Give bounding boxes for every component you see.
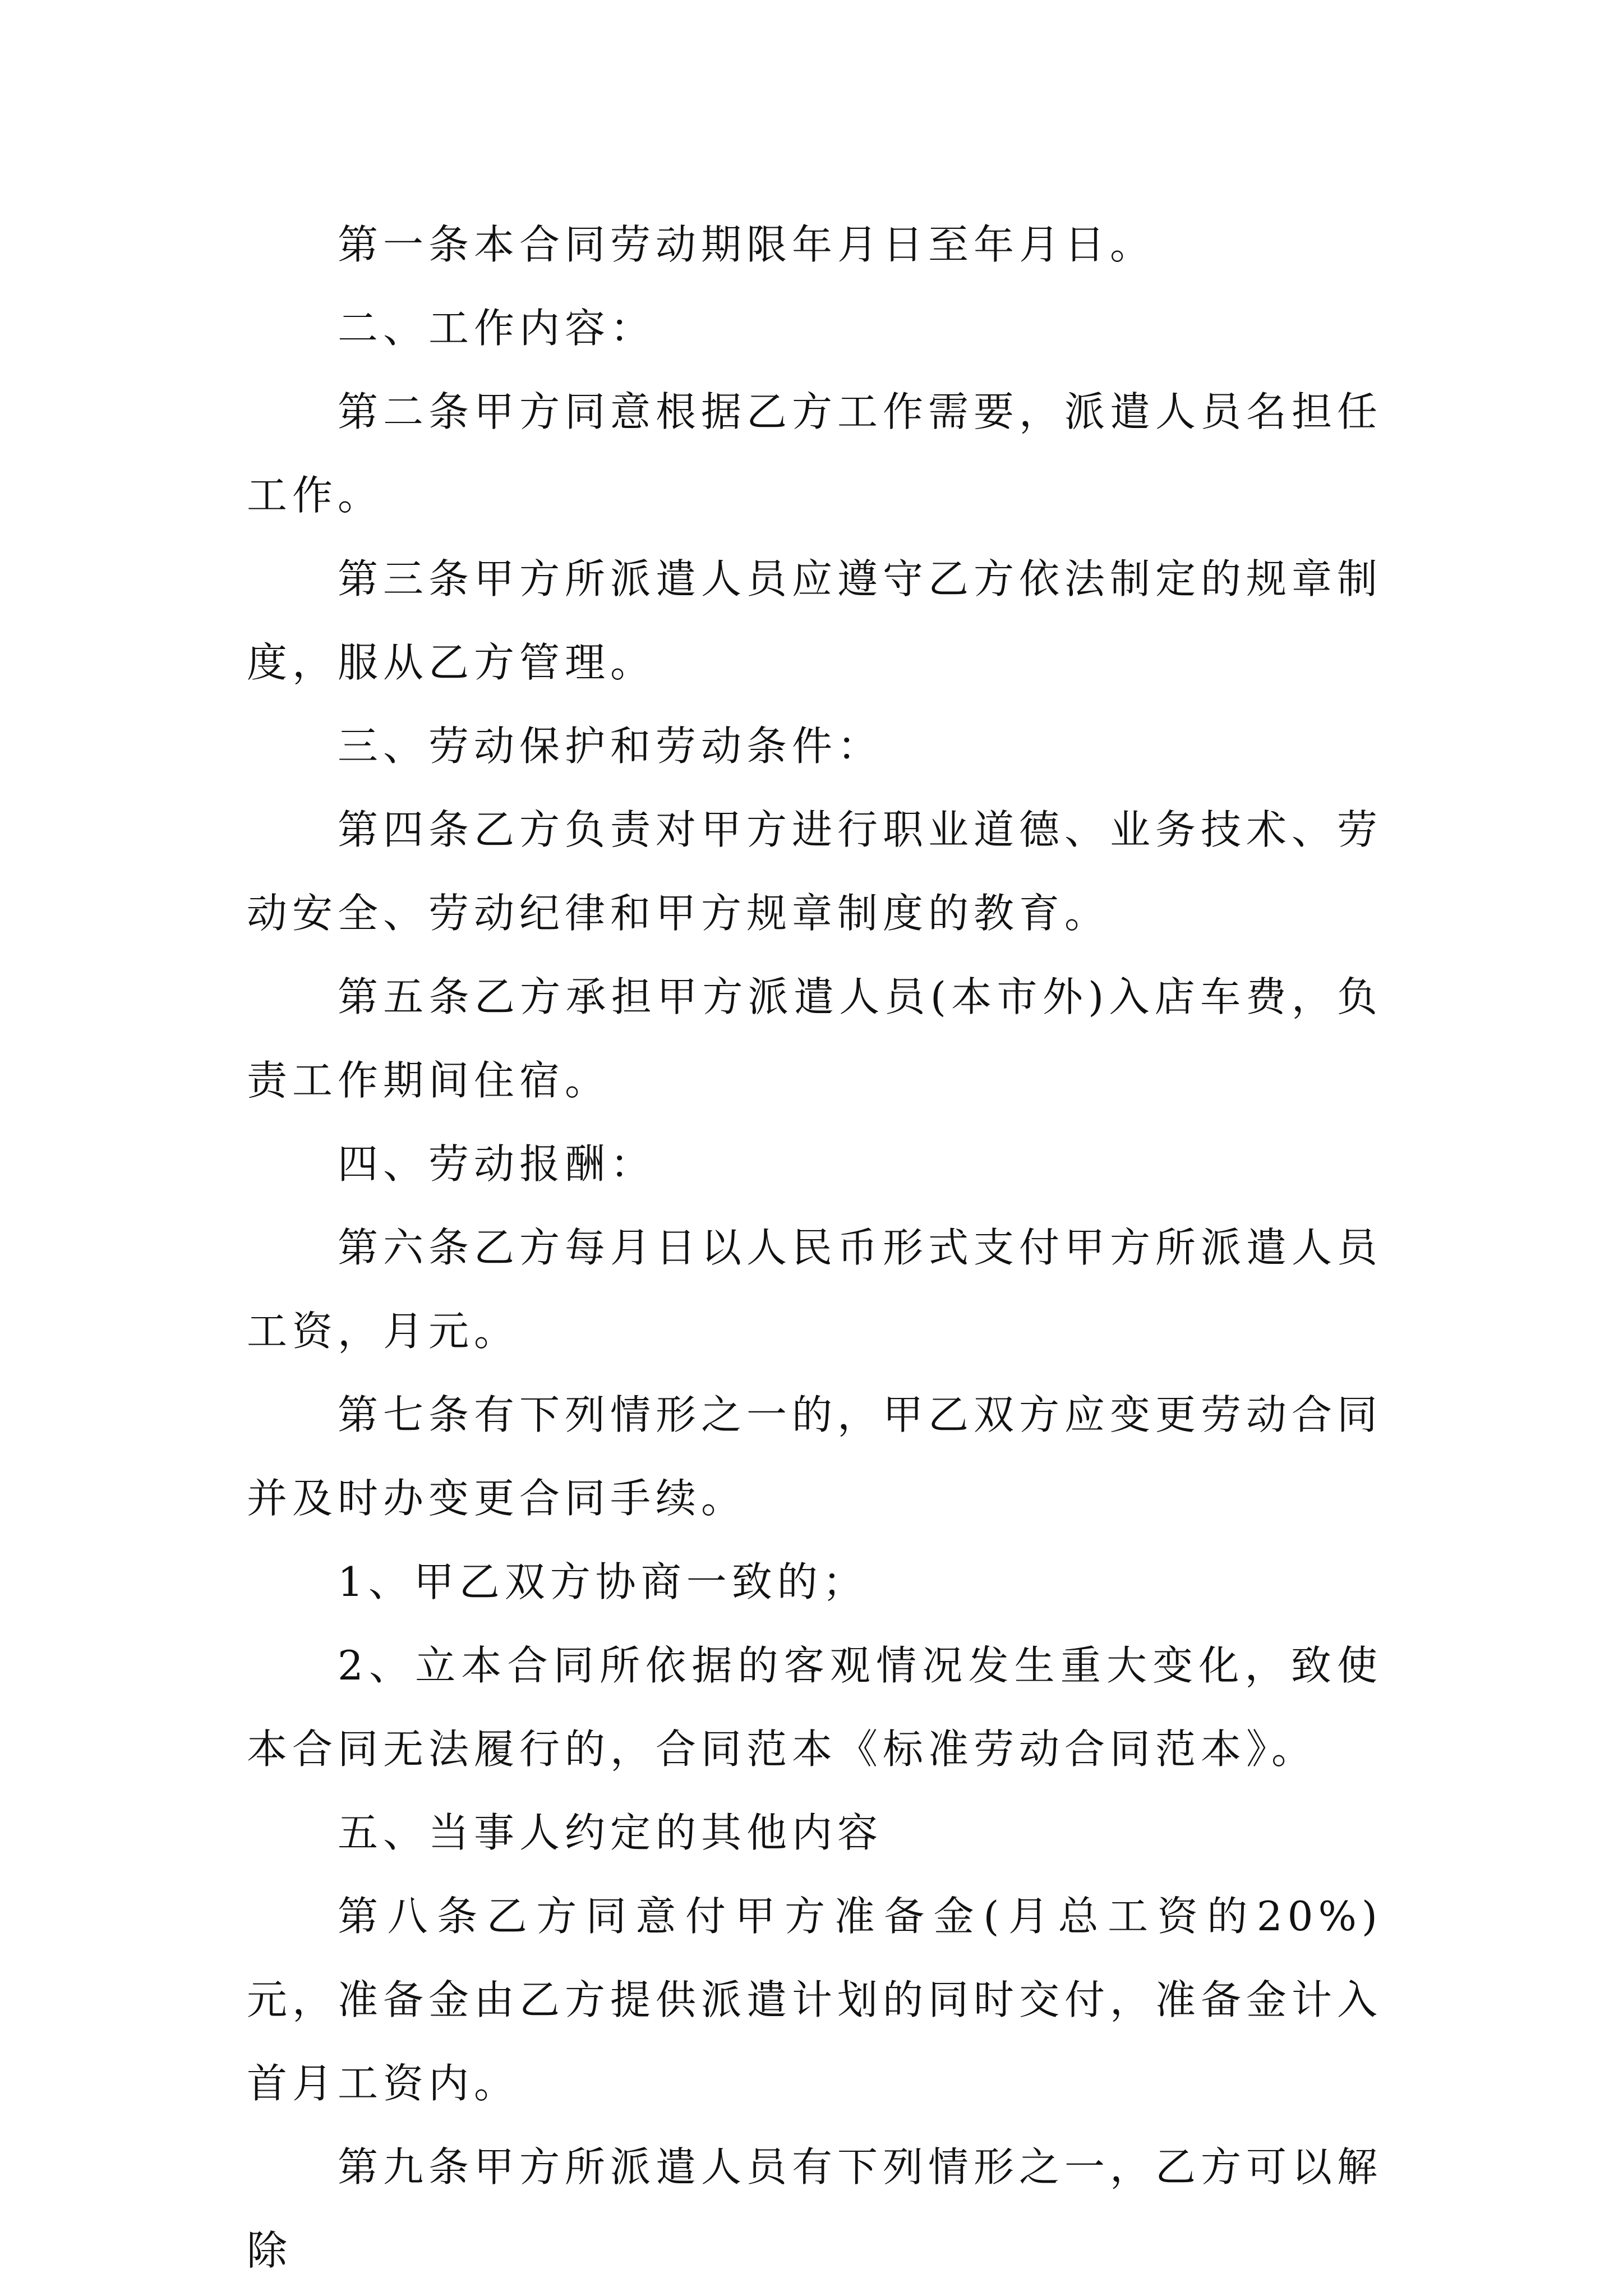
clause-6: 第六条乙方每月日以人民币形式支付甲方所派遣人员工资，月元。 <box>247 1224 1383 1355</box>
list-item-2: 2、立本合同所依据的客观情况发生重大变化，致使本合同无法履行的，合同范本《标准劳动合同范本》。 <box>247 1642 1382 1773</box>
clause-3: 第三条甲方所派遣人员应遵守乙方依法制定的规章制度，服从乙方管理。 <box>247 555 1383 686</box>
clause-2: 第二条甲方同意根据乙方工作需要，派遣人员名担任工作。 <box>247 388 1383 519</box>
clause-1: 第一条本合同劳动期限年月日至年月日。 <box>338 221 1156 268</box>
document-body <box>247 203 1382 2293</box>
list-item-1: 1、甲乙双方协商一致的； <box>338 1558 868 1605</box>
section-heading-remuneration: 四、劳动报酬： <box>338 1140 656 1188</box>
clause-5: 第五条乙方承担甲方派遣人员(本市外)入店车费，负责工作期间住宿。 <box>247 973 1382 1104</box>
section-heading-other-terms: 五、当事人约定的其他内容 <box>338 1809 883 1856</box>
section-heading-work-content: 二、工作内容： <box>338 305 656 352</box>
clause-7: 第七条有下列情形之一的，甲乙双方应变更劳动合同并及时办变更合同手续。 <box>247 1391 1383 1522</box>
clause-9: 第九条甲方所派遣人员有下列情形之一，乙方可以解除 <box>247 2143 1383 2274</box>
clause-4: 第四条乙方负责对甲方进行职业道德、业务技术、劳动安全、劳动纪律和甲方规章制度的教育。 <box>247 806 1383 937</box>
clause-8: 第八条乙方同意付甲方准备金(月总工资的20%)元，准备金由乙方提供派遣计划的同时交付，准备金计入首月工资内。 <box>247 1893 1383 2107</box>
section-heading-labor-protection: 三、劳动保护和劳动条件： <box>338 723 883 770</box>
